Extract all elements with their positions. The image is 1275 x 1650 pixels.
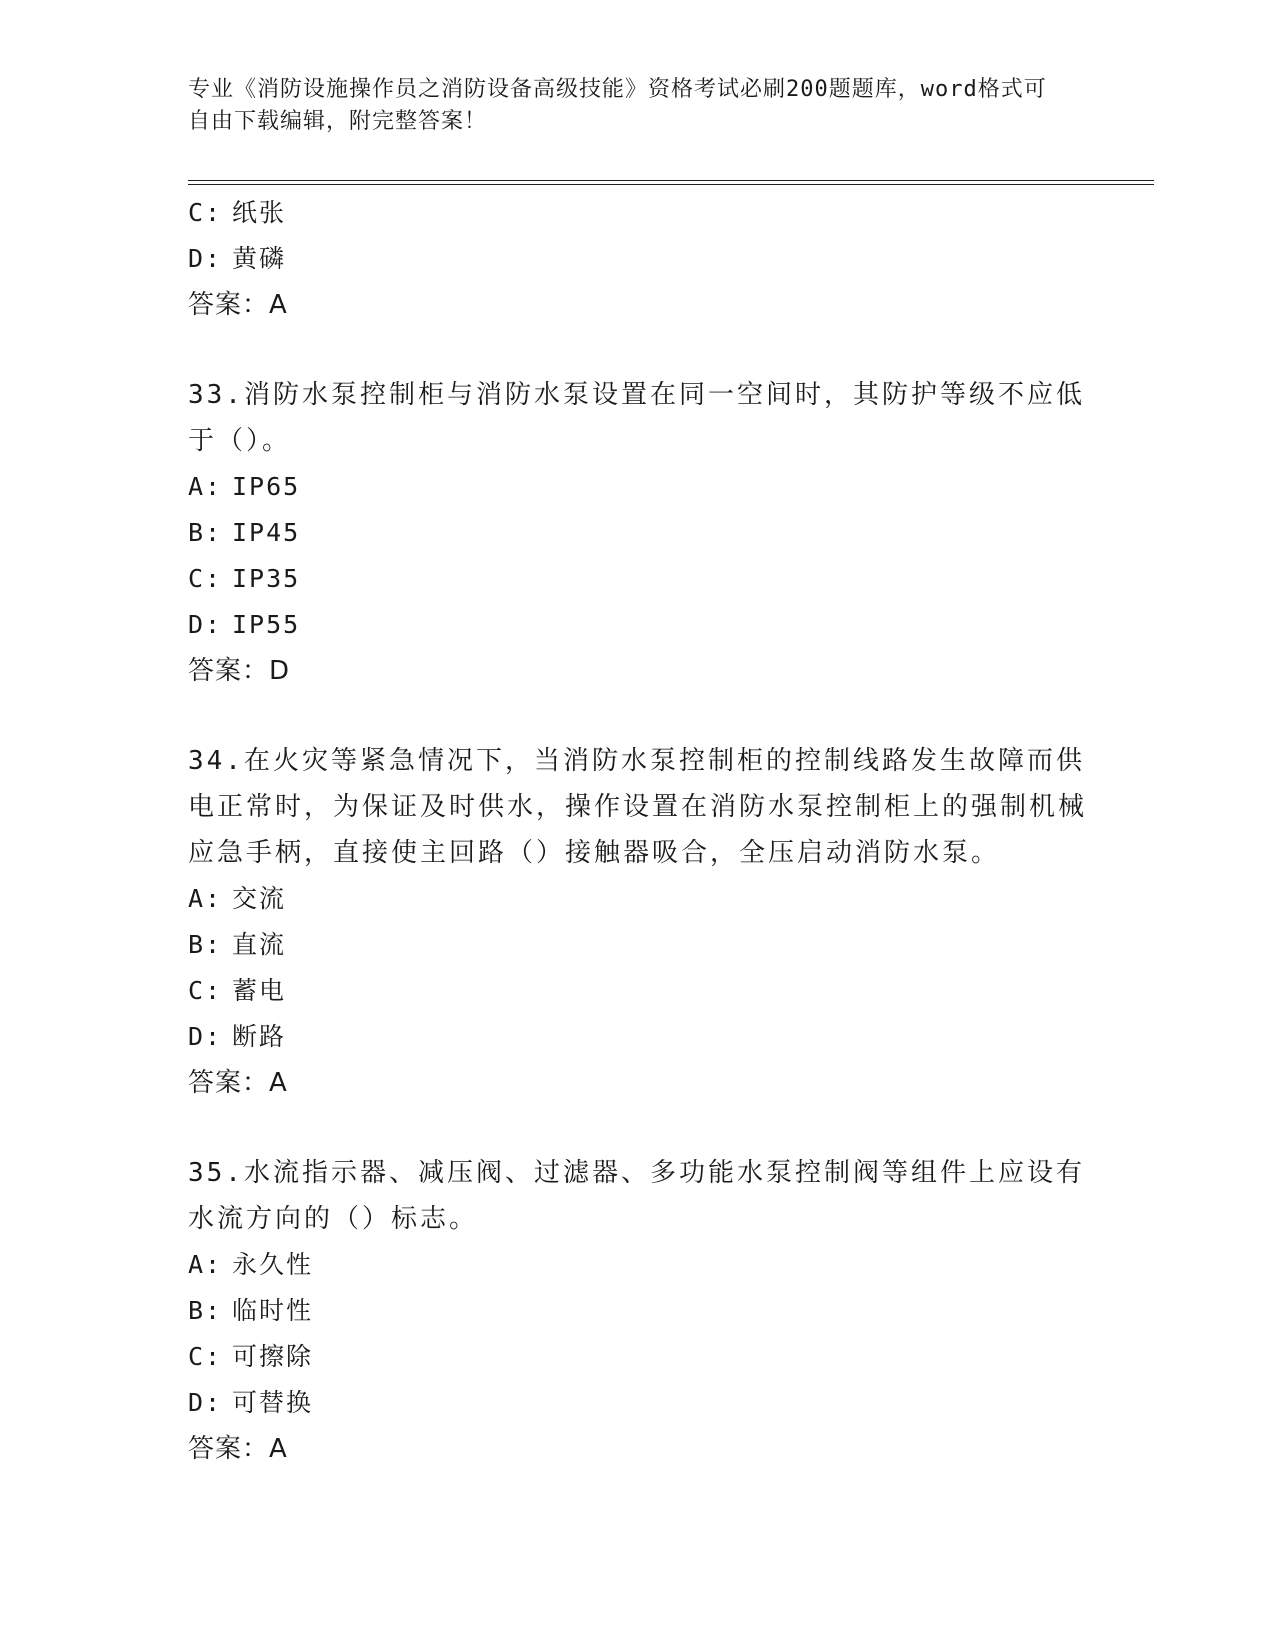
option-a — [188, 876, 1088, 922]
option-letter: D: — [188, 610, 223, 639]
option-text: IP65 — [232, 472, 301, 501]
option-letter: C: — [188, 1342, 223, 1371]
option-b — [188, 922, 1088, 968]
option-letter: B: — [188, 1296, 223, 1325]
option-letter: A: — [188, 884, 223, 913]
option-letter: C: — [188, 198, 223, 227]
option-text: 直流 — [232, 930, 287, 959]
header-rule-bottom — [188, 184, 1154, 185]
answer-line: 答案：A — [188, 1068, 288, 1098]
option-c — [188, 1334, 1088, 1380]
header-rule-top — [188, 180, 1154, 181]
option-d — [188, 602, 1088, 648]
question-block — [188, 738, 1088, 1106]
option-a — [188, 1242, 1088, 1288]
option-text: 临时性 — [232, 1296, 314, 1325]
option-letter: D: — [188, 1022, 223, 1051]
option-text: 纸张 — [232, 198, 287, 227]
option-letter: B: — [188, 930, 223, 959]
option-d — [188, 1014, 1088, 1060]
option-letter: C: — [188, 564, 223, 593]
question-block-partial — [188, 190, 1088, 328]
option-letter: A: — [188, 472, 223, 501]
question-text: 35.水流指示器、减压阀、过滤器、多功能水泵控制阀等组件上应设有水流方向的（）标志。 — [188, 1158, 1085, 1234]
option-d — [188, 236, 1088, 282]
question-block — [188, 372, 1088, 694]
option-text: 可替换 — [232, 1388, 314, 1417]
option-letter: D: — [188, 244, 223, 273]
option-d — [188, 1380, 1088, 1426]
question-list — [188, 190, 1088, 1472]
answer-line: 答案：A — [188, 290, 288, 320]
question-text: 34.在火灾等紧急情况下，当消防水泵控制柜的控制线路发生故障而供电正常时，为保证及时供水，操作设置在消防水泵控制柜上的强制机械应急手柄，直接使主回路（）接触器吸合，全压启动消防水泵。 — [188, 746, 1088, 868]
question-block — [188, 1150, 1088, 1472]
option-c — [188, 190, 1088, 236]
option-text: 可擦除 — [232, 1342, 314, 1371]
option-letter: B: — [188, 518, 223, 547]
option-text: 断路 — [232, 1022, 287, 1051]
option-text: IP55 — [232, 610, 301, 639]
option-letter: C: — [188, 976, 223, 1005]
option-a — [188, 464, 1088, 510]
question-text: 33.消防水泵控制柜与消防水泵设置在同一空间时，其防护等级不应低于（）。 — [188, 380, 1085, 456]
option-text: 交流 — [232, 884, 287, 913]
option-text: 黄磷 — [232, 244, 287, 273]
option-b — [188, 510, 1088, 556]
option-letter: D: — [188, 1388, 223, 1417]
option-text: IP45 — [232, 518, 301, 547]
answer-line: 答案：A — [188, 1434, 288, 1464]
document-header: 专业《消防设施操作员之消防设备高级技能》资格考试必刷200题题库，word格式可自由下载编辑，附完整答案！ — [188, 77, 1047, 134]
option-b — [188, 1288, 1088, 1334]
option-c — [188, 556, 1088, 602]
option-text: 蓄电 — [232, 976, 287, 1005]
option-c — [188, 968, 1088, 1014]
option-letter: A: — [188, 1250, 223, 1279]
option-text: 永久性 — [232, 1250, 314, 1279]
answer-line: 答案：D — [188, 656, 291, 686]
option-text: IP35 — [232, 564, 301, 593]
